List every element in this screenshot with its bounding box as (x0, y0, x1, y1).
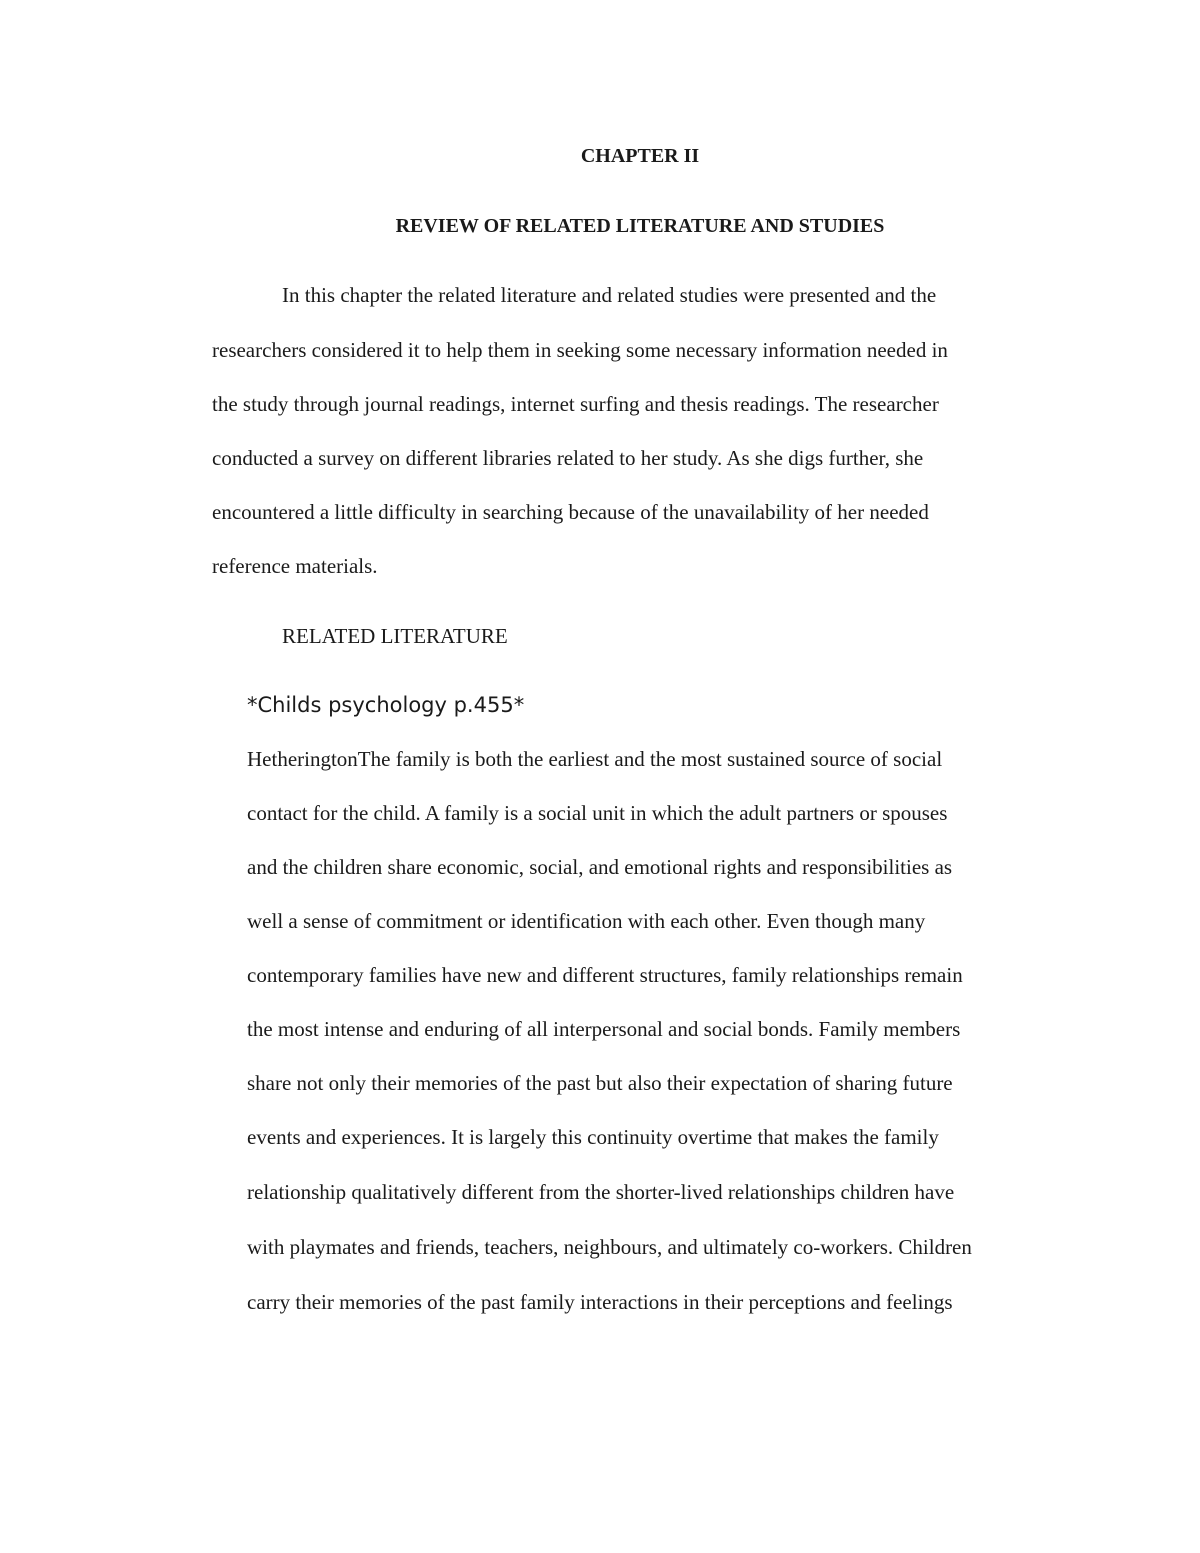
body-line: HetheringtonThe family is both the earliest and the most sustained source of social (247, 747, 943, 771)
intro-line: encountered a little difficulty in searching because of the unavailability of her needed (212, 500, 929, 524)
chapter-number: CHAPTER II (580, 145, 700, 167)
intro-line: conducted a survey on different libraries related to her study. As she digs further, she (212, 446, 924, 470)
related-literature-heading: RELATED LITERATURE (282, 624, 508, 648)
body-line: well a sense of commitment or identification with each other. Even though many (247, 909, 926, 933)
body-line: with playmates and friends, teachers, neighbours, and ultimately co-workers. Children (247, 1235, 972, 1259)
intro-line: researchers considered it to help them in seeking some necessary information needed in (212, 338, 948, 362)
intro-line: reference materials. (212, 554, 378, 578)
body-line: relationship qualitatively different from the shorter-lived relationships children have (247, 1180, 955, 1204)
body-line: and the children share economic, social, and emotional rights and responsibilities as (247, 855, 953, 879)
reference-note: *Childs psychology p.455* (247, 693, 525, 717)
body-line: events and experiences. It is largely this continuity overtime that makes the family (247, 1125, 939, 1149)
body-line: the most intense and enduring of all interpersonal and social bonds. Family members (247, 1017, 961, 1041)
body-line: contact for the child. A family is a social unit in which the adult partners or spouses (247, 801, 948, 825)
chapter-title: REVIEW OF RELATED LITERATURE AND STUDIES (395, 215, 885, 237)
body-line: share not only their memories of the past but also their expectation of sharing future (247, 1071, 953, 1095)
intro-line: the study through journal readings, internet surfing and thesis readings. The researcher (212, 392, 939, 416)
body-line: contemporary families have new and different structures, family relationships remain (247, 963, 963, 987)
body-line: carry their memories of the past family interactions in their perceptions and feelings (247, 1290, 953, 1314)
intro-line: In this chapter the related literature and related studies were presented and the (282, 283, 937, 307)
